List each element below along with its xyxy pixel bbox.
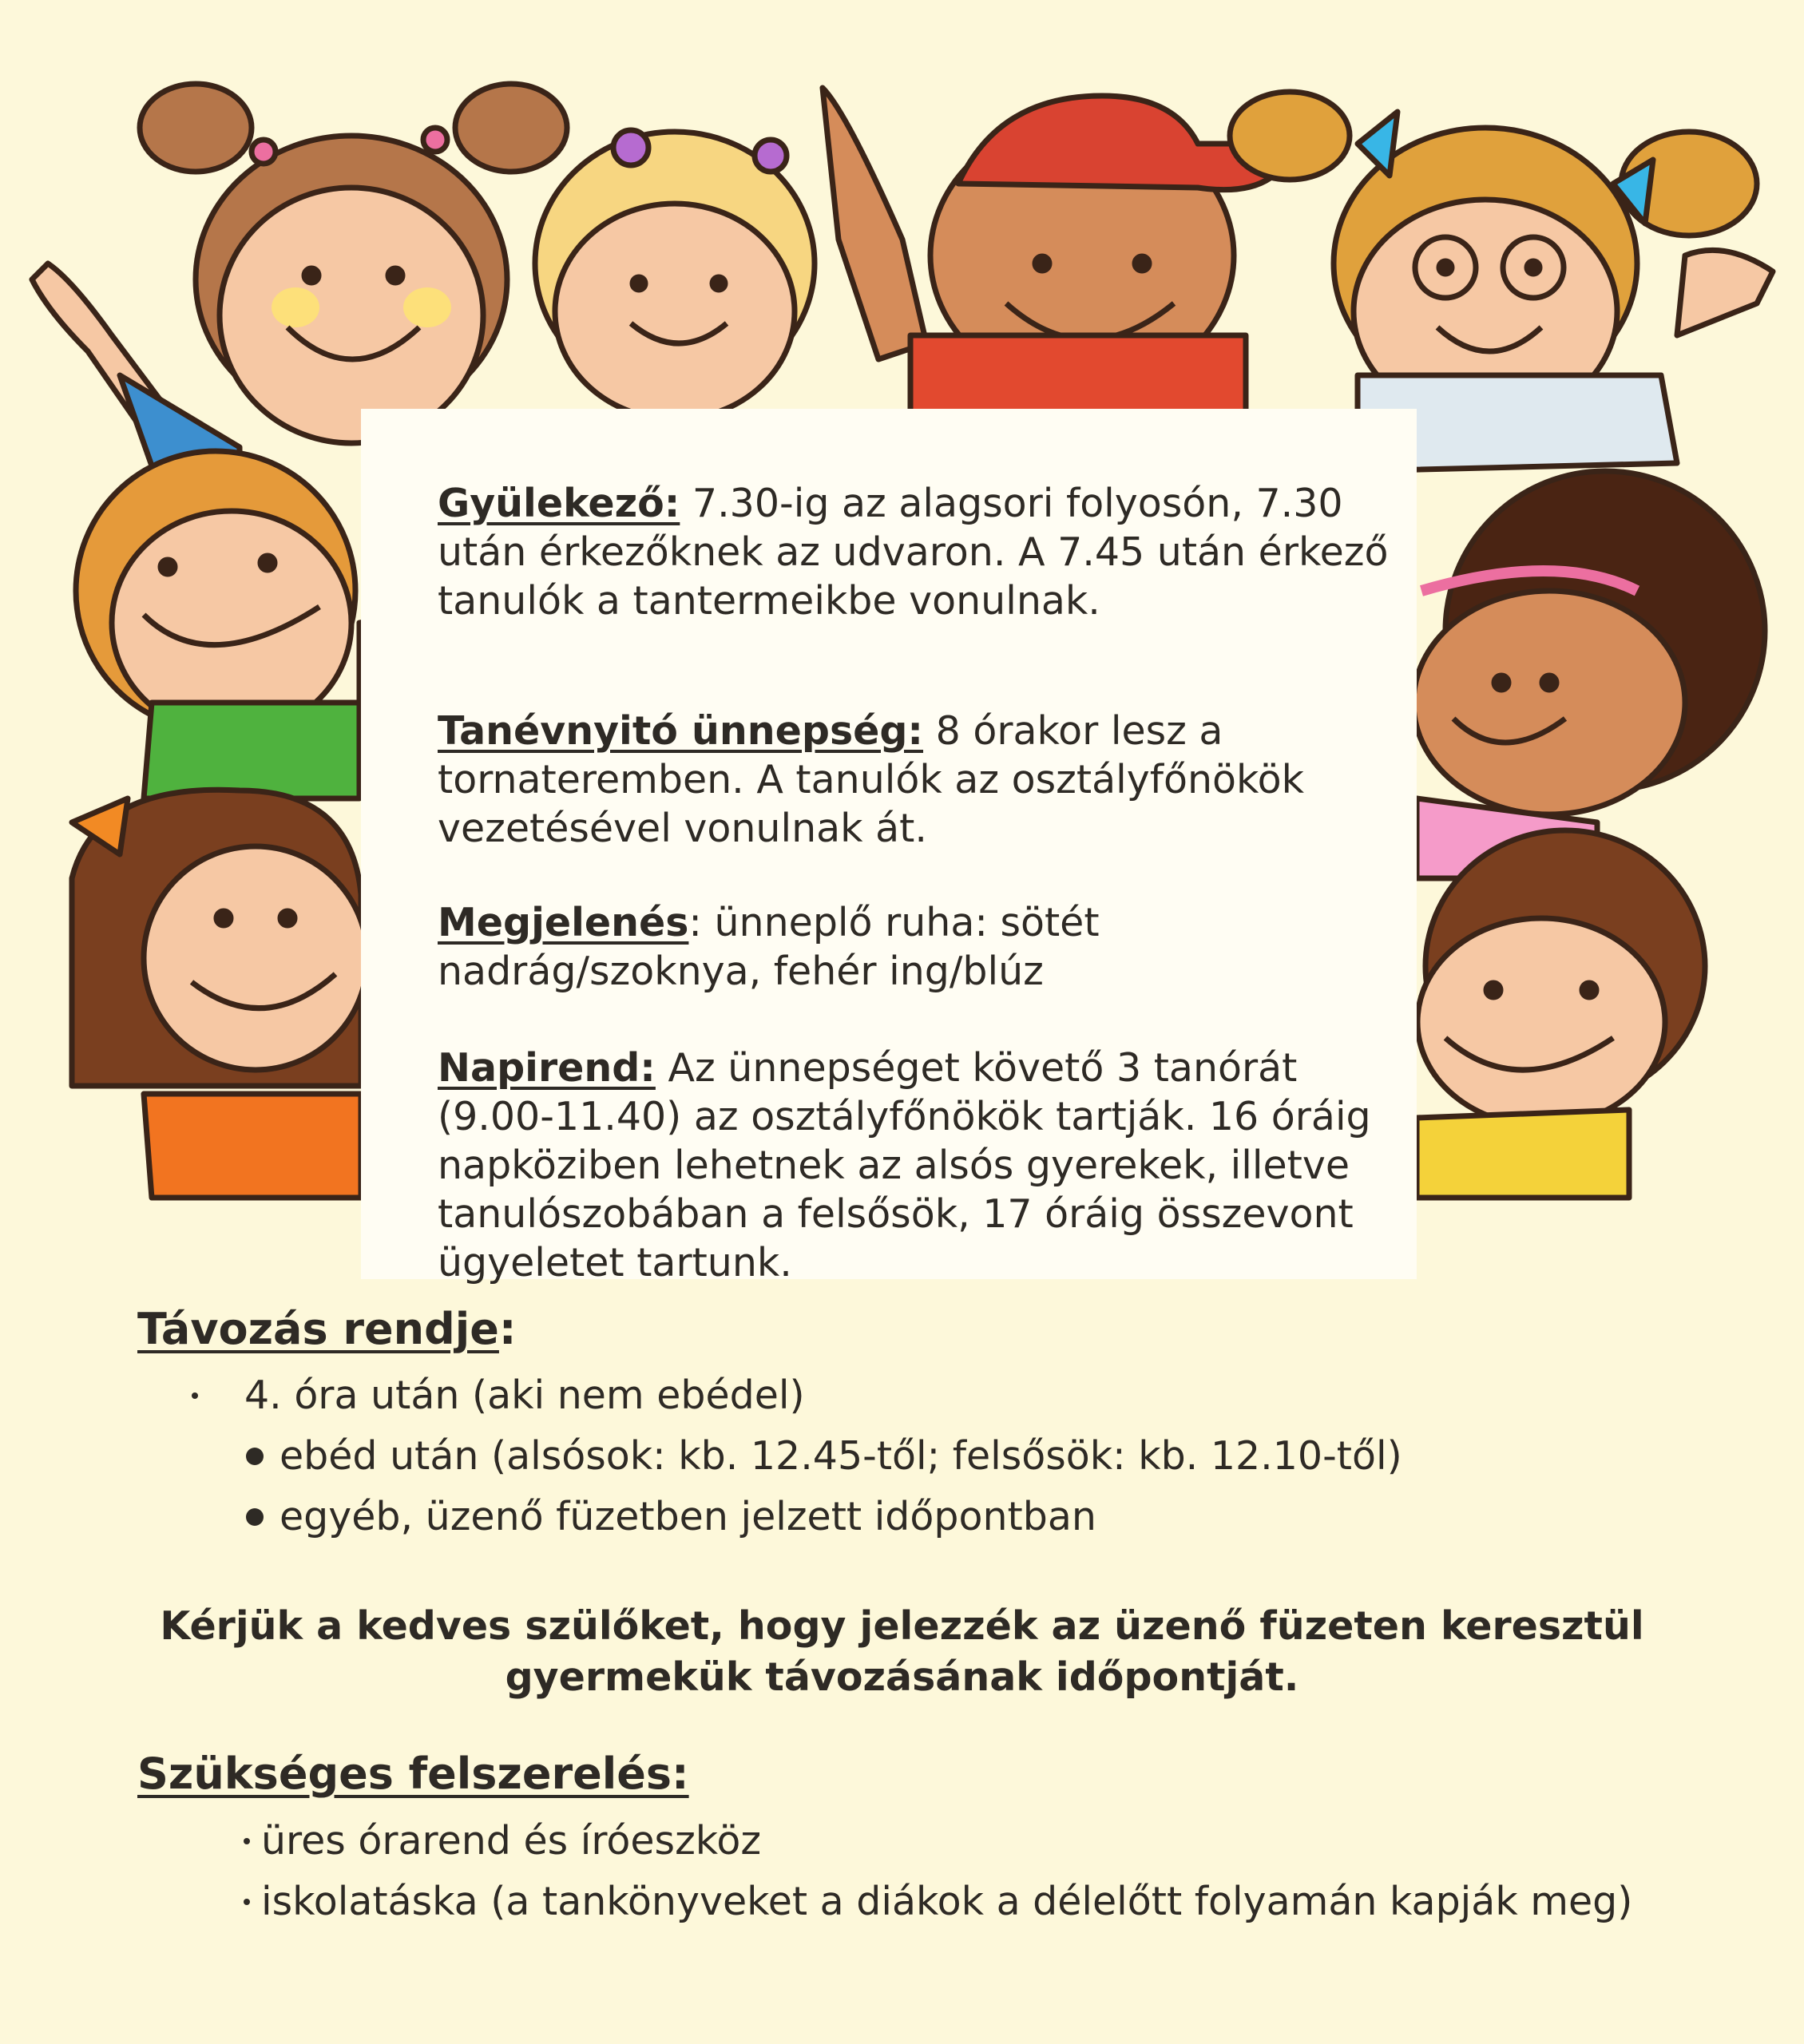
gyulekezo-heading: Gyülekező: <box>438 481 680 526</box>
departure-heading: Távozás rendje: <box>137 1304 517 1354</box>
list-item: üres órarend és íróeszköz <box>244 1811 1632 1872</box>
departure-list <box>192 1365 1402 1547</box>
kid-left-girl <box>72 790 367 1198</box>
kid-right-bottom-girl <box>1417 830 1705 1198</box>
megjelenes-text: : ünneplő ruha: sötét nadrág/szoknya, fehér ing/blúz <box>438 900 1100 994</box>
list-item: iskolatáska (a tankönyveket a diákok a délelőtt folyamán kapják meg) <box>244 1872 1632 1932</box>
section-megjelenes <box>438 898 1204 996</box>
parent-notice <box>0 1601 1804 1703</box>
bullet-icon <box>246 1508 264 1526</box>
napirend-text: Az ünnepséget követő 3 tanórát (9.00-11.40) az osztályfőnökök tartják. 16 óráig napköziben lehetnek az alsós gyerekek, illetve tanulószobában a felsősök, 17 óráig összevont ügyeletet tartunk. <box>438 1045 1371 1285</box>
tanevnyito-heading: Tanévnyitó ünnepség: <box>438 708 924 754</box>
kid-top-cap-boy <box>823 88 1294 415</box>
equipment-heading: Szükséges felszerelés: <box>137 1749 689 1799</box>
gyulekezo-text: 7.30-ig az alagsori folyosón, 7.30 után érkezőknek az udvaron. A 7.45 után érkező tanulók a tantermeikbe vonulnak. <box>438 481 1389 624</box>
section-tanevnyito <box>438 707 1364 853</box>
bullet-icon <box>192 1392 198 1399</box>
list-item: egyéb, üzenő füzetben jelzett időpontban <box>246 1487 1402 1547</box>
tanevnyito-text: 8 órakor lesz a tornateremben. A tanulók az osztályfőnökök vezetésével vonulnak át. <box>438 708 1304 851</box>
notice-line-2: gyermekük távozásának időpontját. <box>505 1654 1299 1700</box>
notice-line-1: Kérjük a kedves szülőket, hogy jelezzék az üzenő füzeten keresztül <box>160 1603 1644 1649</box>
list-item: ebéd után (alsósok: kb. 12.45-től; felsősök: kb. 12.10-től) <box>246 1426 1402 1487</box>
section-gyulekezo <box>438 479 1396 625</box>
megjelenes-heading: Megjelenés <box>438 900 689 945</box>
section-napirend <box>438 1044 1380 1287</box>
bullet-icon <box>244 1899 250 1905</box>
equipment-list <box>244 1811 1632 1932</box>
list-item: 4. óra után (aki nem ebédel) <box>192 1365 1402 1426</box>
kid-top-blonde-girl <box>535 130 815 419</box>
bullet-icon <box>244 1838 250 1844</box>
bullet-icon <box>246 1448 264 1465</box>
napirend-heading: Napirend: <box>438 1045 656 1091</box>
